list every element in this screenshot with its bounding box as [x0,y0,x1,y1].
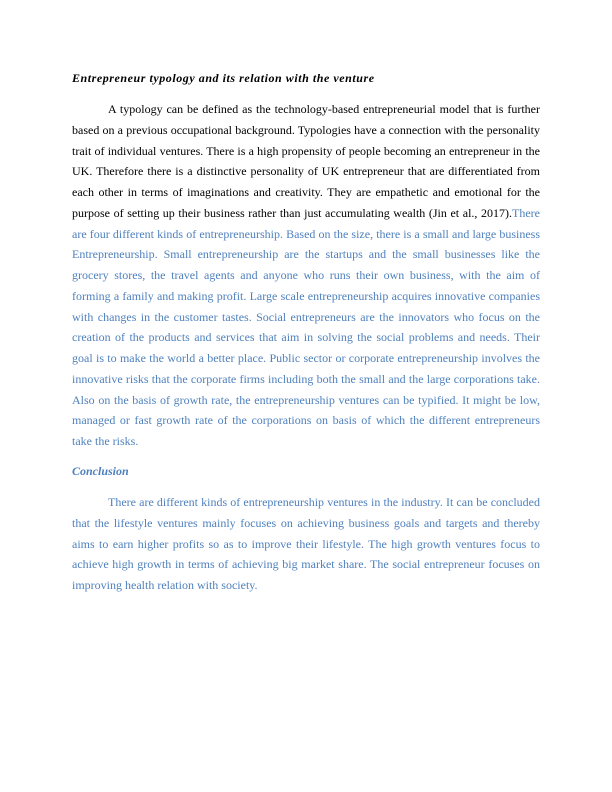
conclusion-paragraph: There are different kinds of entrepreneurship ventures in the industry. It can be concluded that the lifestyle ventures mainly focuses on achieving business goals and targets and thereby aims to earn higher profits so as to improve their lifestyle. The high growth ventures focus to achieve high growth in terms of achieving big market share. The social entrepreneur focuses on improving health relation with society. [72,495,540,592]
conclusion-heading: Conclusion [72,464,129,478]
paragraph-blue-text: There are four different kinds of entrepreneurship. Based on the size, there is a small and large business Entrepreneurship. Small entrepreneurship are the startups and the small businesses like the grocery stores, the travel agents and anyone who runs their own business, with the aim of forming a family and making profit. Large scale entrepreneurship acquires innovative companies with changes in the customer tastes. Social entrepreneurs are the innovators who focus on the creation of the products and services that aim in solving the social problems and needs. Their goal is to make the world a better place. Public sector or corporate entrepreneurship involves the innovative risks that the corporate firms including both the small and the large corporations take. Also on the basis of growth rate, the entrepreneurship ventures can be typified. It might be low, managed or fast growth rate of the corporations on basis of which the different entrepreneurs take the risks. [72,205,540,448]
section-heading: Entrepreneur typology and its relation with the venture [72,71,375,85]
body-paragraph-typology [72,99,540,452]
paragraph-black-text: A typology can be defined as the technology-based entrepreneurial model that is further based on a previous occupational background. Typologies have a connection with the personality trait of individual ventures. There is a high propensity of people becoming an entrepreneur in the UK. Therefore there is a distinctive personality of UK entrepreneur that are differentiated from each other in terms of imaginations and creativity. They are empathetic and emotional for the purpose of setting up their business rather than just accumulating wealth (Jin et al., 2017). [72,102,540,220]
